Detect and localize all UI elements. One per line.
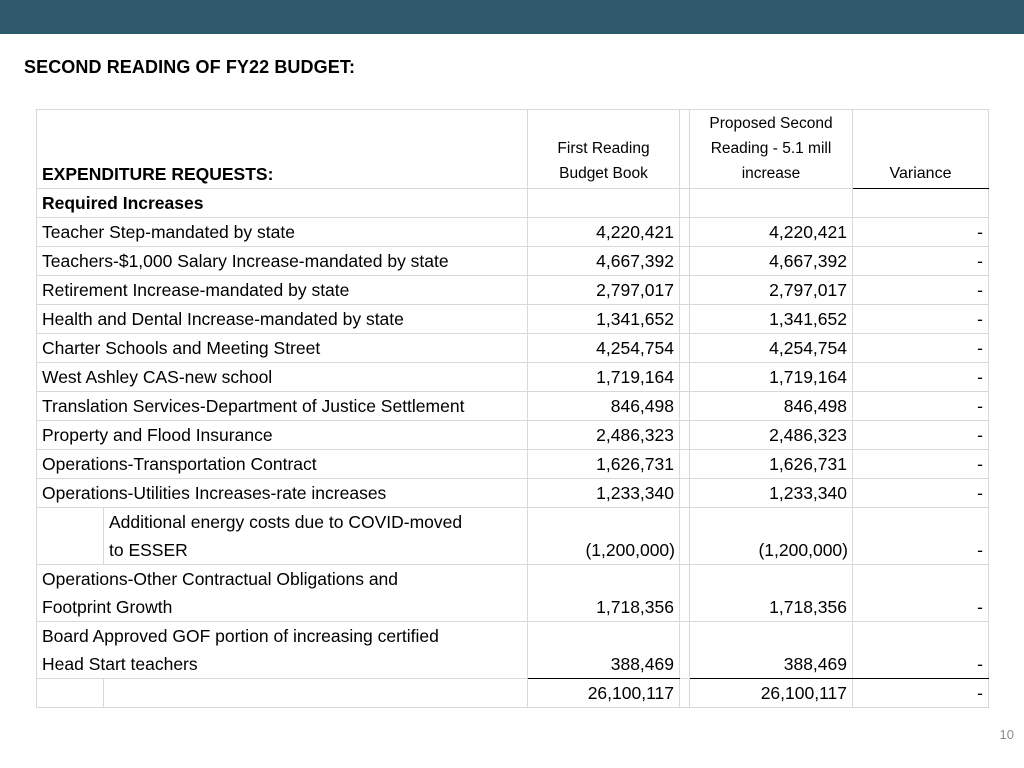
first-reading-value: 4,220,421 <box>528 218 680 247</box>
first-reading-value: 1,719,164 <box>528 363 680 392</box>
second-reading-total: 26,100,117 <box>690 679 853 708</box>
first-reading-value: 1,233,340 <box>528 479 680 508</box>
second-reading-value: 2,797,017 <box>690 276 853 305</box>
table-row <box>37 622 989 679</box>
variance-value: - <box>853 363 989 392</box>
section-label: Required Increases <box>37 189 528 218</box>
page-number: 10 <box>999 727 1014 742</box>
row-label: Board Approved GOF portion of increasing certified Head Start teachers <box>37 622 528 679</box>
row-label: Additional energy costs due to COVID-moved to ESSER <box>104 508 528 565</box>
row-label: Teachers-$1,000 Salary Increase-mandated by state <box>37 247 528 276</box>
variance-value: - <box>853 450 989 479</box>
row-label: Operations-Other Contractual Obligations and Footprint Growth <box>37 565 528 622</box>
header-row <box>37 110 989 189</box>
first-reading-value: 2,797,017 <box>528 276 680 305</box>
table-row <box>37 421 989 450</box>
table-row <box>37 363 989 392</box>
row-label: Operations-Transportation Contract <box>37 450 528 479</box>
second-reading-value: 846,498 <box>690 392 853 421</box>
total-row <box>37 679 989 708</box>
second-reading-value: 1,626,731 <box>690 450 853 479</box>
variance-value: - <box>853 622 989 679</box>
first-reading-value: 1,341,652 <box>528 305 680 334</box>
second-reading-value: 388,469 <box>690 622 853 679</box>
first-reading-value: 2,486,323 <box>528 421 680 450</box>
row-label: West Ashley CAS-new school <box>37 363 528 392</box>
first-reading-value: 4,667,392 <box>528 247 680 276</box>
second-reading-value: 1,233,340 <box>690 479 853 508</box>
table-row <box>37 276 989 305</box>
table-row <box>37 565 989 622</box>
first-reading-value: 388,469 <box>528 622 680 679</box>
first-reading-value: 4,254,754 <box>528 334 680 363</box>
first-reading-value: 1,718,356 <box>528 565 680 622</box>
second-reading-value: 2,486,323 <box>690 421 853 450</box>
row-label: Charter Schools and Meeting Street <box>37 334 528 363</box>
first-reading-value: 846,498 <box>528 392 680 421</box>
section-row <box>37 189 989 218</box>
variance-total: - <box>853 679 989 708</box>
variance-value: - <box>853 247 989 276</box>
table-row <box>37 479 989 508</box>
second-reading-header: Proposed Second Reading - 5.1 mill increase <box>690 110 853 189</box>
table-row <box>37 218 989 247</box>
table-row <box>37 247 989 276</box>
second-reading-value: 1,718,356 <box>690 565 853 622</box>
budget-table <box>36 109 989 708</box>
row-label: Health and Dental Increase-mandated by state <box>37 305 528 334</box>
expenditure-heading: EXPENDITURE REQUESTS: <box>37 110 528 189</box>
first-reading-value: 1,626,731 <box>528 450 680 479</box>
table-row <box>37 334 989 363</box>
table-row <box>37 305 989 334</box>
table-row <box>37 392 989 421</box>
row-label: Property and Flood Insurance <box>37 421 528 450</box>
slide-title: SECOND READING OF FY22 BUDGET: <box>24 57 356 77</box>
variance-value: - <box>853 508 989 565</box>
variance-header: Variance <box>853 110 989 189</box>
table-row-sub <box>37 508 989 565</box>
variance-value: - <box>853 305 989 334</box>
first-reading-value: (1,200,000) <box>528 508 680 565</box>
second-reading-value: (1,200,000) <box>690 508 853 565</box>
variance-value: - <box>853 479 989 508</box>
header-bar <box>0 0 1024 34</box>
second-reading-value: 4,254,754 <box>690 334 853 363</box>
second-reading-value: 1,341,652 <box>690 305 853 334</box>
second-reading-value: 4,667,392 <box>690 247 853 276</box>
table-row <box>37 450 989 479</box>
second-reading-value: 1,719,164 <box>690 363 853 392</box>
row-label: Retirement Increase-mandated by state <box>37 276 528 305</box>
second-reading-value: 4,220,421 <box>690 218 853 247</box>
row-label: Teacher Step-mandated by state <box>37 218 528 247</box>
variance-value: - <box>853 276 989 305</box>
variance-value: - <box>853 565 989 622</box>
variance-value: - <box>853 392 989 421</box>
first-reading-total: 26,100,117 <box>528 679 680 708</box>
variance-value: - <box>853 334 989 363</box>
variance-value: - <box>853 218 989 247</box>
row-label: Translation Services-Department of Justice Settlement <box>37 392 528 421</box>
variance-value: - <box>853 421 989 450</box>
first-reading-header: First Reading Budget Book <box>528 110 680 189</box>
row-label: Operations-Utilities Increases-rate increases <box>37 479 528 508</box>
